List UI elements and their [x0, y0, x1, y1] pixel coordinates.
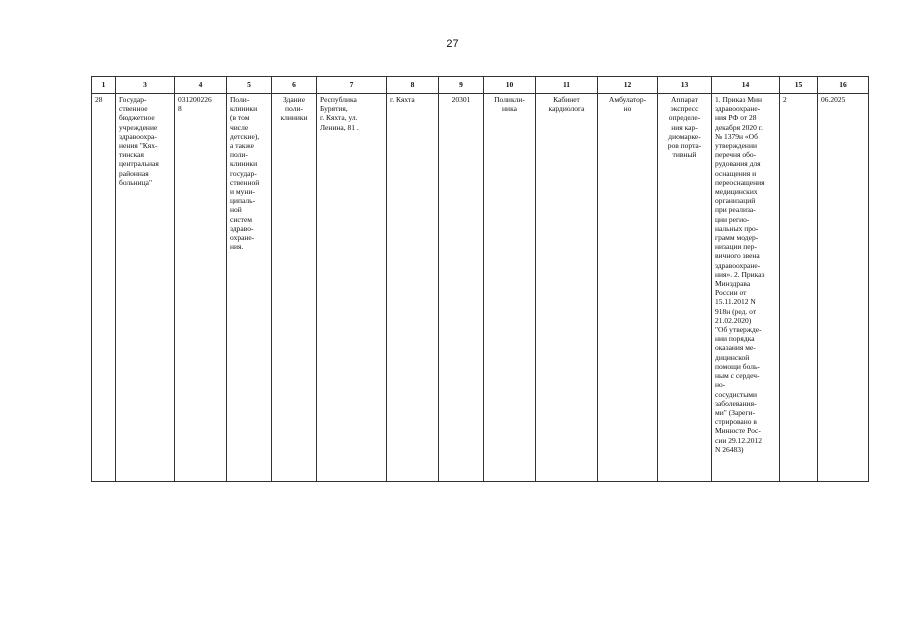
column-header: 12	[598, 77, 658, 94]
data-table	[91, 76, 869, 482]
table-row	[92, 94, 869, 482]
column-header: 14	[712, 77, 780, 94]
organization-cell: Государ- ственное бюджетное учреждение здравоохра- нения "Кях- тинская центральная районная больница"	[116, 94, 175, 482]
column-header: 8	[387, 77, 439, 94]
column-header: 5	[227, 77, 272, 94]
inn-cell: 031200226 8	[175, 94, 227, 482]
column-header: 15	[780, 77, 818, 94]
column-header: 11	[536, 77, 598, 94]
column-header: 3	[116, 77, 175, 94]
column-header: 7	[317, 77, 387, 94]
address-cell: Республика Бурятия, г. Кяхта, ул. Ленина, 81 .	[317, 94, 387, 482]
column-header: 4	[175, 77, 227, 94]
page-number: 27	[446, 38, 459, 50]
column-header: 13	[658, 77, 712, 94]
column-header: 1	[92, 77, 116, 94]
city-cell: г. Кяхта	[387, 94, 439, 482]
column-header: 10	[484, 77, 536, 94]
date-cell: 06.2025	[818, 94, 869, 482]
department-cell: Поликли- ника	[484, 94, 536, 482]
column-header: 6	[272, 77, 317, 94]
row-number-cell: 28	[92, 94, 116, 482]
code-cell: 20301	[439, 94, 484, 482]
table-header-row	[92, 77, 869, 94]
care-type-cell: Амбулатор- но	[598, 94, 658, 482]
column-header: 16	[818, 77, 869, 94]
building-cell: Здание поли- клиники	[272, 94, 317, 482]
column-header: 9	[439, 77, 484, 94]
equipment-cell: Аппарат экспресс определе- ния кар- диомарке- ров порта- тивный	[658, 94, 712, 482]
regulation-cell: 1. Приказ Мин здравоохране- ния РФ от 28 декабря 2020 г. № 1379н «Об утверждении перечня обо- рудования для оснащения и переоснащения медицинских организаций при реализа- ции регио- нальных про- грамм модер- низации пер- вичного звена здравоохране- ния». 2. Приказ Минздрава России от 15.11.2012 N 918н (ред. от 21.02.2020) "Об утвержде- нии порядка оказания ме- дицинской помощи боль- ным с сердеч- но- сосудистыми заболевания- ми" (Зареги- стрировано в Минюсте Рос- сии 29.12.2012 N 26483)	[712, 94, 780, 482]
facility-type-cell: Поли- клиники (в том числе детские), а также поли- клиники государ- ственной и муни- ципаль- ной систем здраво- охране- ния.	[227, 94, 272, 482]
quantity-cell: 2	[780, 94, 818, 482]
office-cell: Кабинет кардиолога	[536, 94, 598, 482]
